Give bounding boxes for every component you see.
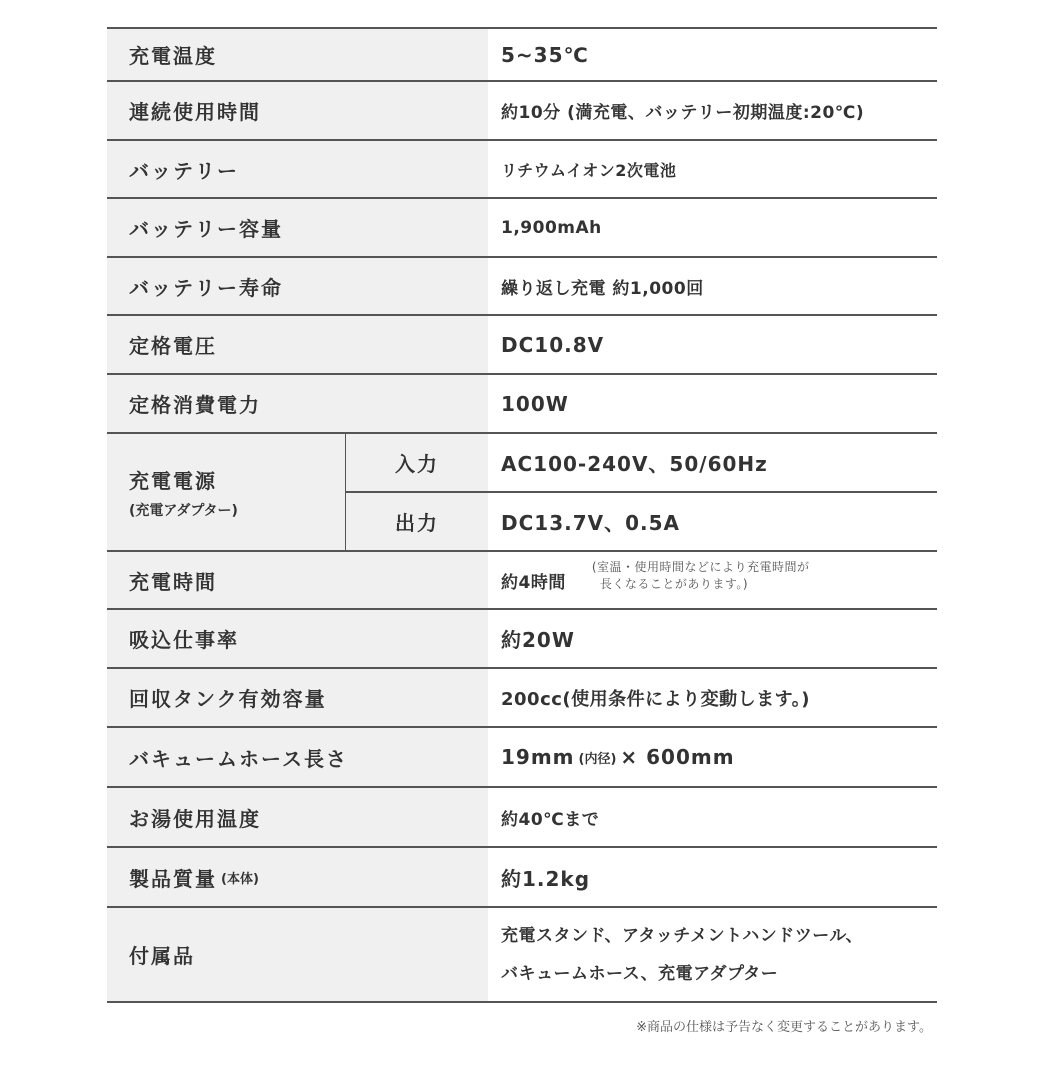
spec-value-container	[488, 552, 937, 608]
spec-label: バッテリー容量	[107, 199, 488, 256]
spec-label: 吸込仕事率	[107, 610, 488, 667]
spec-value	[488, 908, 937, 1001]
spec-value: 約10分 (満充電、バッテリー初期温度:20℃)	[501, 103, 865, 123]
spec-row-continuous-use	[107, 82, 937, 141]
spec-value: 約1.2kg	[501, 866, 591, 891]
output-label: 出力	[346, 493, 488, 550]
spec-value	[488, 728, 937, 786]
hose-diameter: 19mm	[501, 745, 575, 769]
spec-value: 約40℃まで	[501, 809, 600, 830]
spec-label: 付属品	[107, 908, 488, 1001]
output-value: DC13.7V、0.5A	[501, 511, 681, 535]
power-source-label	[107, 434, 346, 550]
spec-row-charge-time	[107, 552, 937, 610]
spec-row-accessories	[107, 908, 937, 1003]
power-source-subrows	[346, 434, 937, 550]
spec-value: 1,900mAh	[501, 217, 602, 238]
spec-row-battery	[107, 141, 937, 199]
note-line-1: (室温・使用時間などにより充電時間が	[591, 560, 810, 574]
spec-value: リチウムイオン2次電池	[501, 160, 677, 180]
power-source-title: 充電電源	[129, 468, 217, 493]
spec-label: 定格電圧	[107, 316, 488, 373]
charge-time-note	[592, 559, 810, 593]
spec-label: バキュームホース長さ	[107, 728, 488, 786]
spec-row-battery-capacity	[107, 199, 937, 258]
spec-value: DC10.8V	[501, 332, 605, 357]
note-line-2: 長くなることがあります。)	[599, 577, 749, 591]
power-source-subtitle: (充電アダプター)	[129, 502, 238, 519]
spec-label	[107, 848, 488, 906]
spec-row-rated-voltage	[107, 316, 937, 375]
spec-row-suction-power	[107, 610, 937, 669]
spec-value: 繰り返し充電 約1,000回	[501, 278, 704, 299]
spec-label: 定格消費電力	[107, 375, 488, 432]
spec-value: 5~35℃	[501, 42, 589, 67]
weight-label-note: (本体)	[221, 871, 259, 887]
spec-label: 連続使用時間	[107, 82, 488, 139]
spec-label: 充電時間	[107, 552, 488, 608]
spec-row-charge-temp	[107, 29, 937, 82]
spec-row-rated-power	[107, 375, 937, 434]
accessories-line-1: 充電スタンド、アタッチメントハンドツール、	[501, 925, 864, 946]
spec-row-weight	[107, 848, 937, 908]
charge-time-value: 約4時間	[501, 572, 566, 593]
power-source-output-row	[346, 491, 937, 550]
spec-row-battery-life	[107, 258, 937, 316]
power-source-input-row	[346, 434, 937, 491]
spec-row-power-source	[107, 434, 937, 552]
weight-label: 製品質量	[129, 866, 217, 891]
spec-table	[107, 27, 937, 1003]
spec-row-hot-water-temp	[107, 788, 937, 848]
spec-label: お湯使用温度	[107, 788, 488, 846]
input-label: 入力	[346, 434, 488, 491]
spec-label: バッテリー寿命	[107, 258, 488, 314]
hose-diameter-note: (内径)	[578, 751, 617, 767]
footnote: ※商品の仕様は予告なく変更することがあります。	[636, 1020, 932, 1035]
spec-label: 充電温度	[107, 29, 488, 80]
spec-label: バッテリー	[107, 141, 488, 197]
spec-row-hose-length	[107, 728, 937, 788]
spec-value: 200cc(使用条件により変動します。)	[501, 688, 810, 710]
spec-value: 100W	[501, 391, 569, 416]
spec-label: 回収タンク有効容量	[107, 669, 488, 726]
accessories-line-2: バキュームホース、充電アダプター	[501, 963, 779, 984]
input-value: AC100-240V、50/60Hz	[501, 452, 768, 476]
hose-length: × 600mm	[620, 745, 735, 769]
spec-row-tank-capacity	[107, 669, 937, 728]
spec-value: 約20W	[501, 628, 575, 652]
